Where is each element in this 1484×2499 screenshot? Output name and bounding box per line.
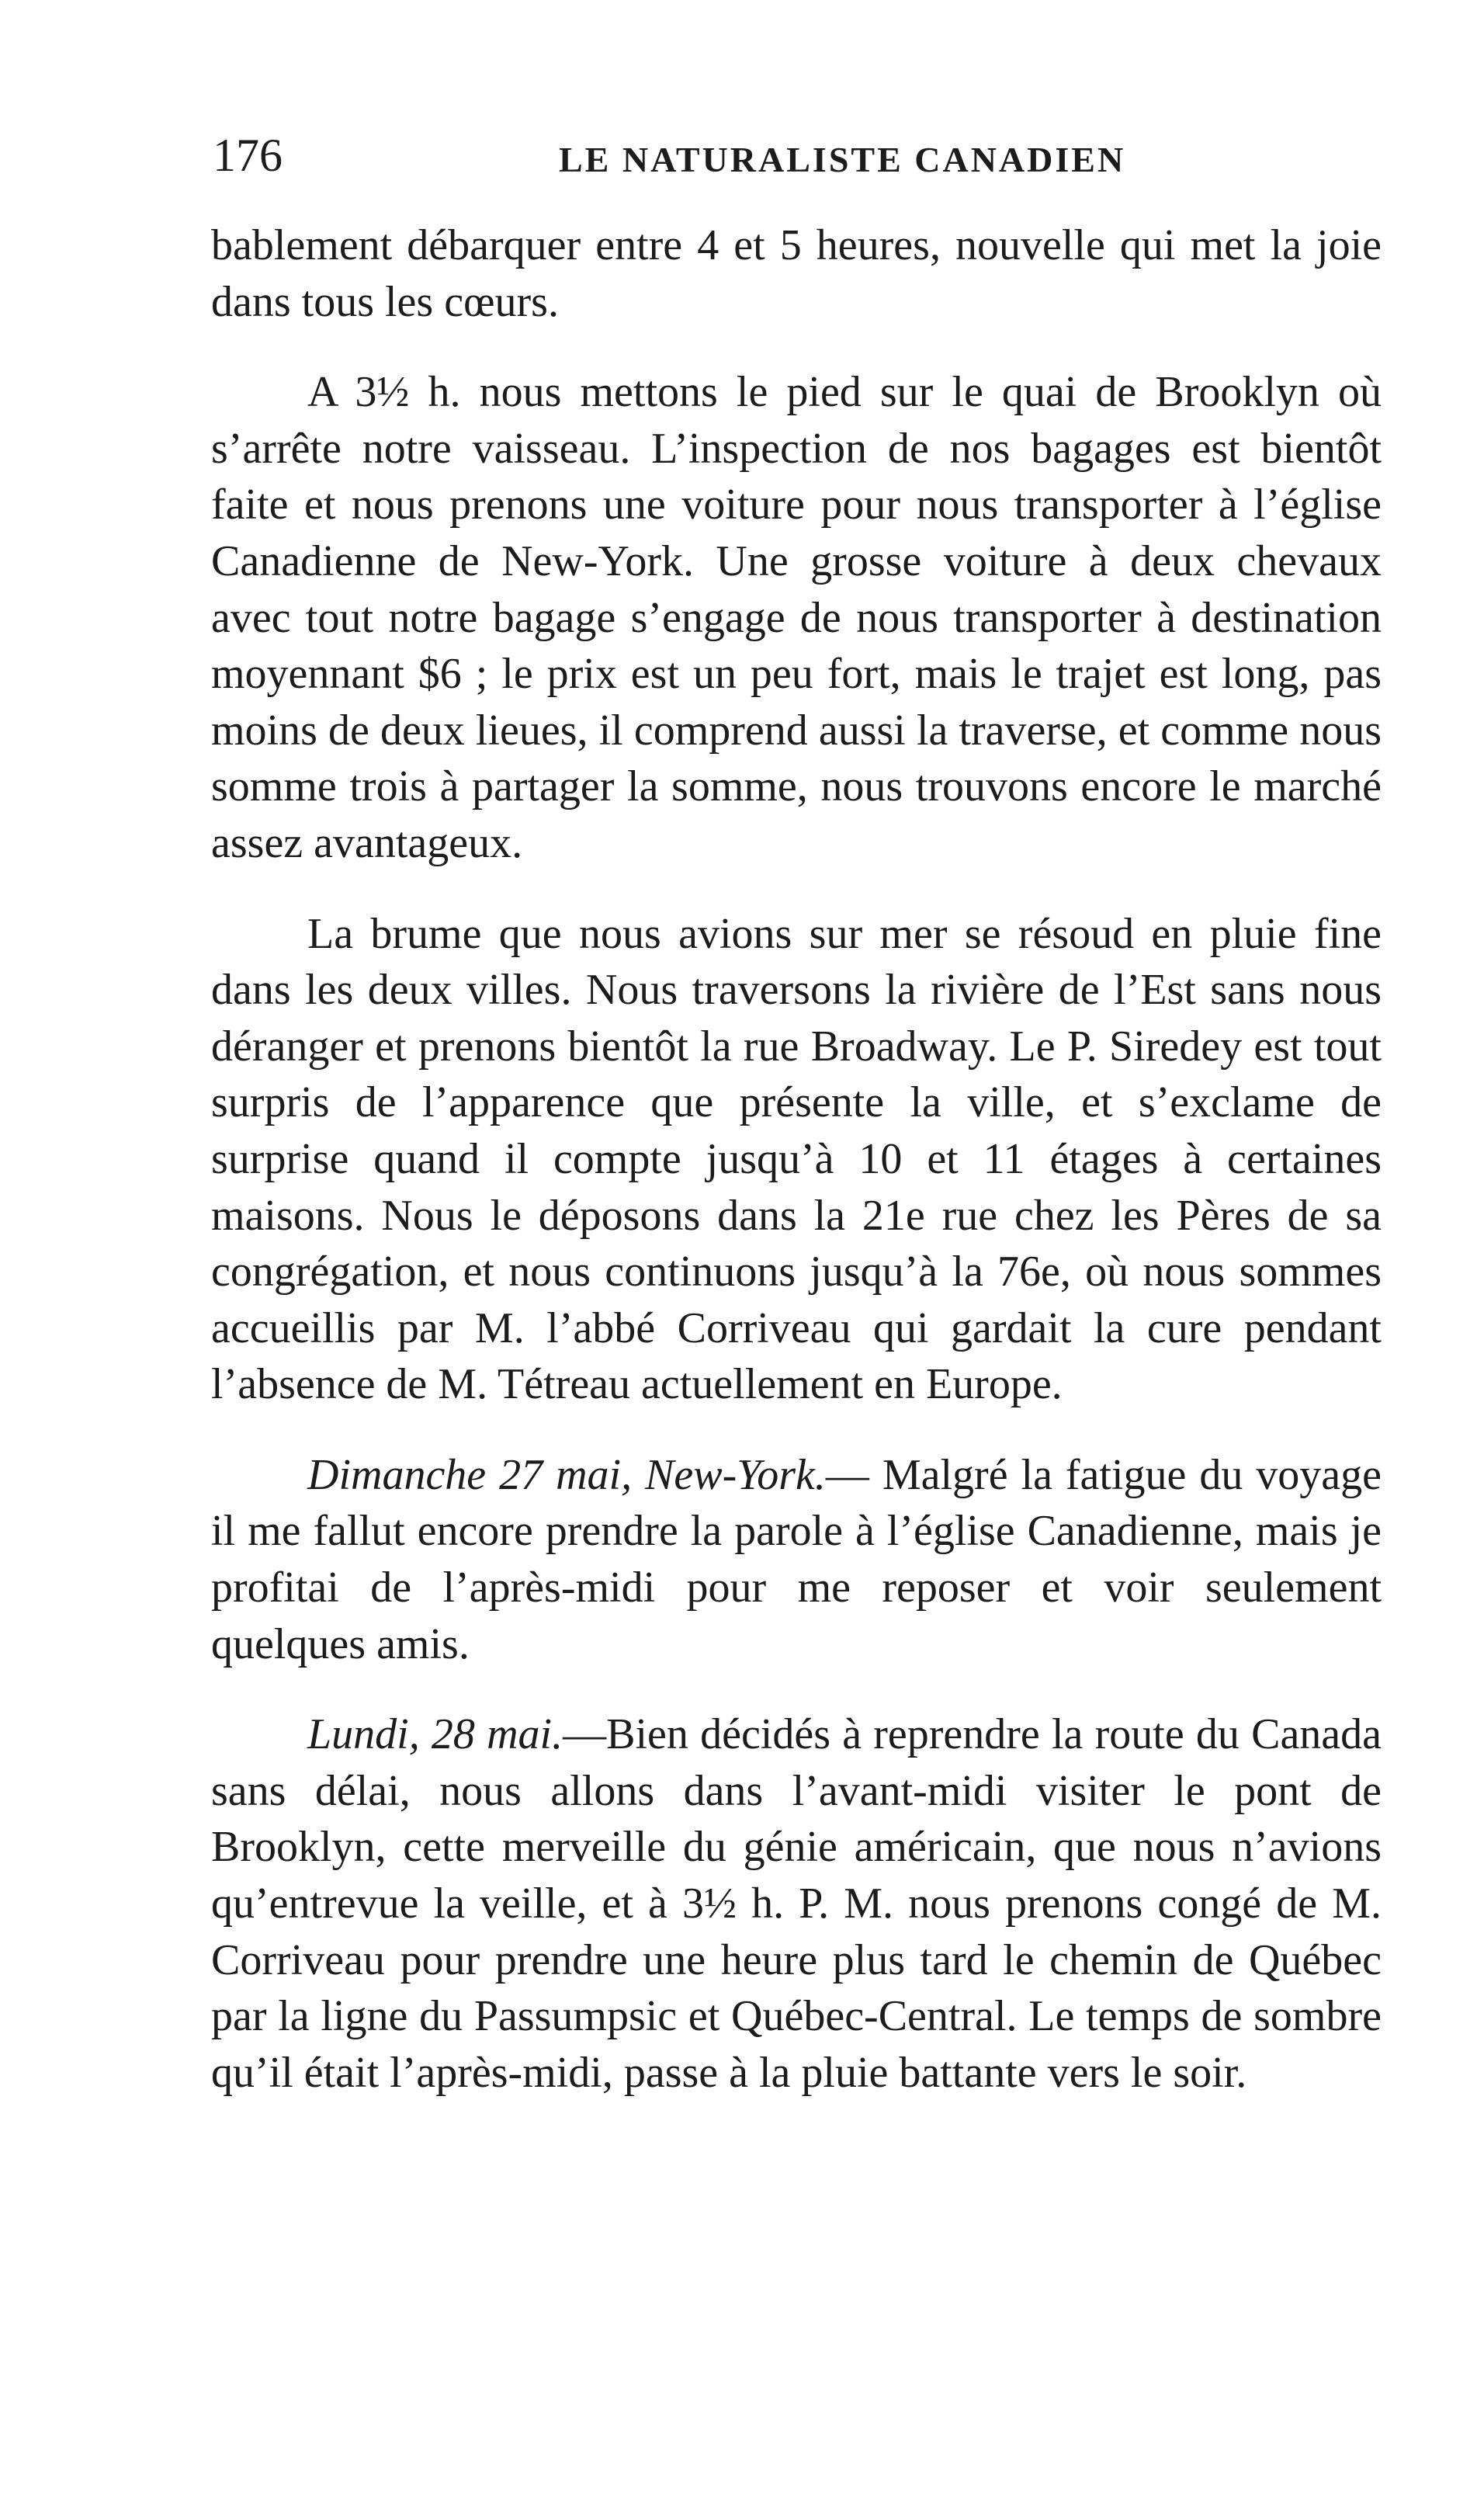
journal-title: LE NATURALISTE CANADIEN xyxy=(559,140,1126,179)
paragraph-sunday-entry xyxy=(211,1447,1382,1672)
entry-date-lead-in: Dimanche 27 mai, New-York. xyxy=(307,1450,826,1499)
entry-date-lead-in: Lundi, 28 mai. xyxy=(307,1710,563,1759)
paragraph-text: — Malgré la fatigue du voyage il me fallut encore prendre la parole à l’église Canadienne, mais je profitai de l’après-midi pour me reposer et voir seulement quelques amis. xyxy=(211,1450,1382,1668)
paragraph-text: La brume que nous avions sur mer se résoud en pluie fine dans les deux villes. Nous traversons la rivière de l’Est sans nous déranger et prenons bientôt la rue Broadway. Le P. Siredey est tout surpris de l’apparence que présente la ville, et s’exclame de surprise quand il compte jusqu’à 10 et 11 étages à certaines maisons. Nous le déposons dans la 21e rue chez les Pères de sa congrégation, et nous continuons jusqu’à la 76e, où nous sommes accueillis par M. l’abbé Corriveau qui gardait la cure pendant l’absence de M. Tétreau actuellement en Europe. xyxy=(211,909,1382,1409)
paragraph-brooklyn-arrival xyxy=(211,364,1382,871)
running-head xyxy=(213,124,1377,186)
body-text xyxy=(211,217,1382,2101)
page-number: 176 xyxy=(213,130,283,181)
paragraph-monday-entry xyxy=(211,1706,1382,2101)
paragraph-continuation xyxy=(211,217,1382,330)
paragraph-new-york-streets xyxy=(211,906,1382,1413)
paragraph-text: A 3½ h. nous mettons le pied sur le quai de Brooklyn où s’arrête notre vaisseau. L’inspection de nos bagages est bientôt faite et nous prenons une voiture pour nous transporter à l’église Canadienne de New-York. Une grosse voiture à deux chevaux avec tout notre bagage s’engage de nous transporter à destination moyennant $6 ; le prix est un peu fort, mais le trajet est long, pas moins de deux lieues, il comprend aussi la traverse, et comme nous somme trois à partager la somme, nous trouvons encore le marché assez avantageux. xyxy=(211,368,1382,867)
paragraph-text: —Bien décidés à reprendre la route du Canada sans délai, nous allons dans l’avant-midi visiter le pont de Brooklyn, cette merveille du génie américain, que nous n’avions qu’entrevue la veille, et à 3½ h. P. M. nous prenons congé de M. Corriveau pour prendre une heure plus tard le chemin de Québec par la ligne du Passumpsic et Québec-Central. Le temps de sombre qu’il était l’après-midi, passe à la pluie battante vers le soir. xyxy=(211,1710,1382,2097)
paragraph-text: bablement débarquer entre 4 et 5 heures, nouvelle qui met la joie dans tous les cœurs. xyxy=(211,221,1382,326)
